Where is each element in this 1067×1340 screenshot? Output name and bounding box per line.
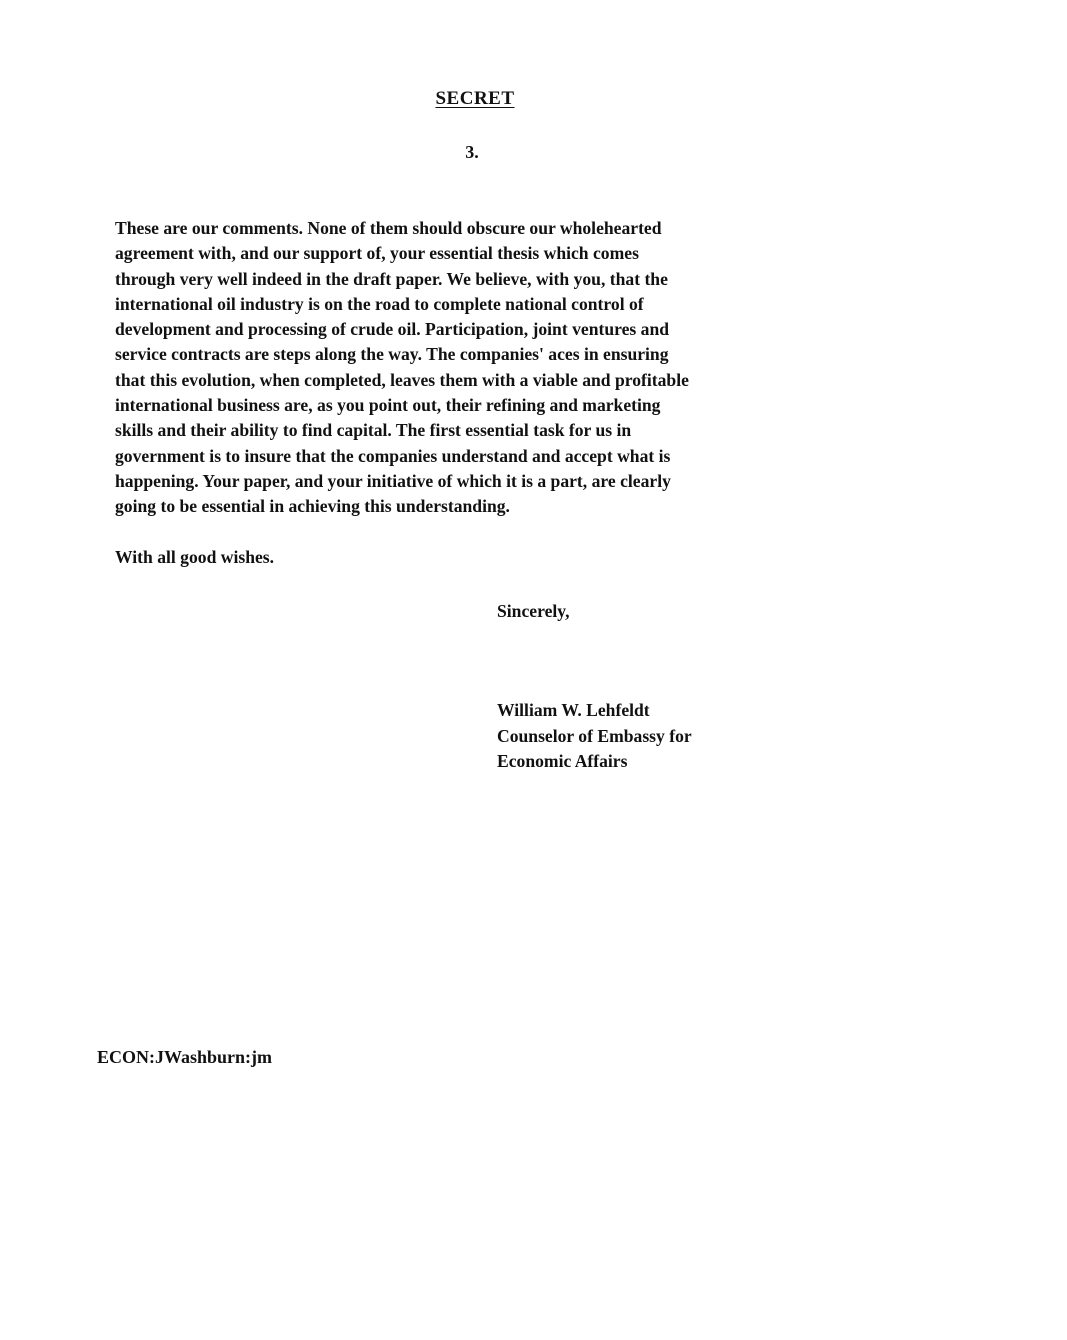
- body-line: agreement with, and our support of, your essential thesis which comes: [115, 243, 639, 264]
- body-line: going to be essential in achieving this understanding.: [115, 496, 510, 517]
- signature-block: [497, 698, 692, 775]
- signoff: Sincerely,: [497, 601, 570, 621]
- signatory-title: Counselor of Embassy for: [497, 725, 692, 746]
- body-line: through very well indeed in the draft paper. We believe, with you, that the: [115, 268, 668, 289]
- body-line: skills and their ability to find capital. The first essential task for us in: [115, 420, 632, 441]
- body-line: international business are, as you point out, their refining and marketing: [115, 395, 661, 416]
- body-line: that this evolution, when completed, leaves them with a viable and profitable: [115, 369, 689, 390]
- body-line: international oil industry is on the road to complete national control of: [115, 293, 644, 314]
- classification-marking: SECRET: [435, 88, 515, 109]
- body-line: happening. Your paper, and your initiative of which it is a part, are clearly: [115, 470, 671, 491]
- body-paragraph: [115, 216, 905, 520]
- drafter-reference: ECON:JWashburn:jm: [97, 1047, 273, 1067]
- body-line: government is to insure that the companies understand and accept what is: [115, 445, 671, 466]
- signatory-title-continued: Economic Affairs: [497, 751, 628, 771]
- signatory-name: William W. Lehfeldt: [497, 700, 650, 720]
- body-line: development and processing of crude oil. Participation, joint ventures and: [115, 319, 670, 340]
- closing-line: With all good wishes.: [115, 547, 275, 567]
- body-line: service contracts are steps along the way. The companies' aces in ensuring: [115, 344, 669, 365]
- body-line: These are our comments. None of them should obscure our wholehearted: [115, 218, 662, 238]
- page-number: 3.: [465, 142, 479, 162]
